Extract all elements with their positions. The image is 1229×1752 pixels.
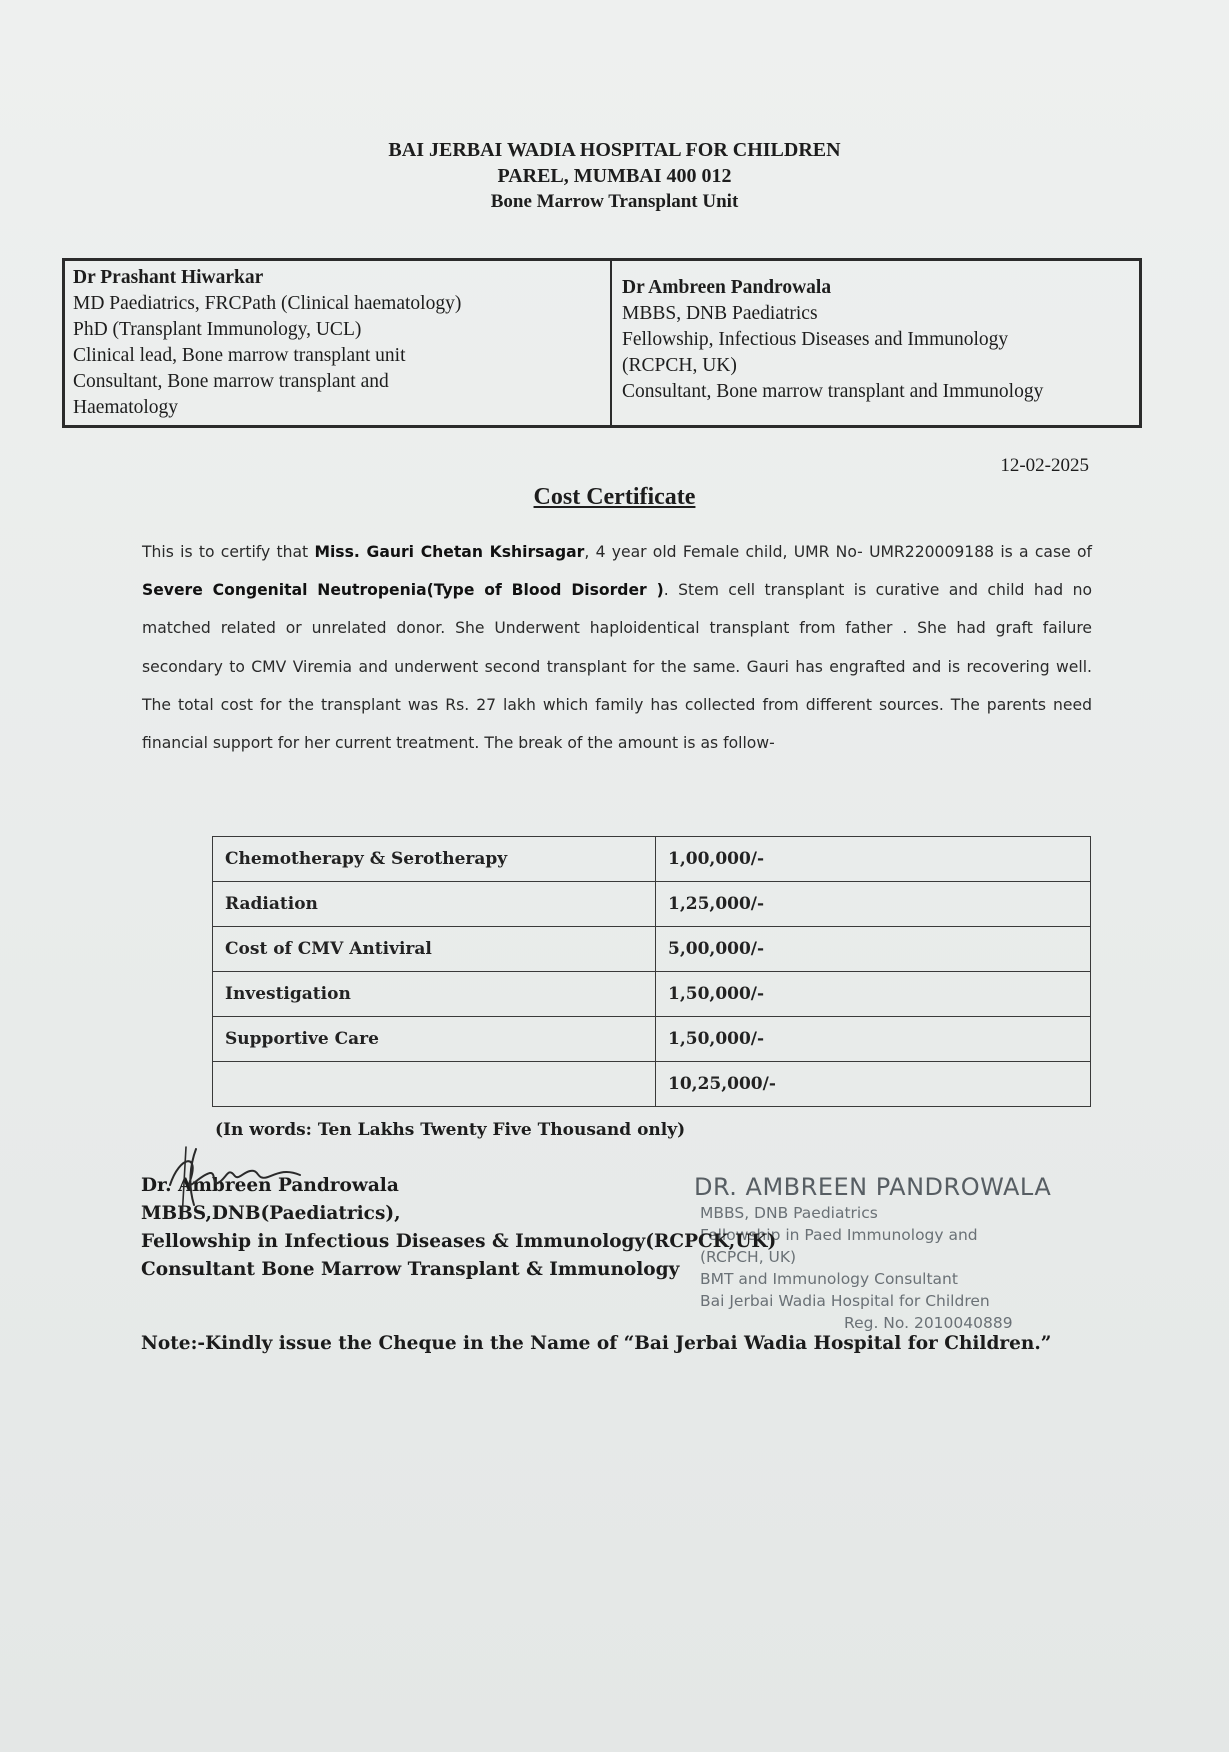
signatory-qualification: MBBS,DNB(Paediatrics), (141, 1203, 401, 1224)
stamp-line: Bai Jerbai Wadia Hospital for Children (700, 1292, 990, 1310)
certificate-date: 12-02-2025 (1000, 455, 1089, 476)
doctor-right-line: MBBS, DNB Paediatrics (622, 303, 818, 324)
cost-amount: 1,25,000/- (656, 882, 1091, 927)
certificate-body (142, 533, 1092, 762)
stamp-line: Fellowship in Paed Immunology and (700, 1226, 978, 1244)
doctor-right-line: (RCPCH, UK) (622, 355, 737, 376)
stamp-line: (RCPCH, UK) (700, 1248, 797, 1266)
table-row (213, 1017, 1091, 1062)
table-row-total (213, 1062, 1091, 1107)
cheque-note: Note:-Kindly issue the Cheque in the Name of “Bai Jerbai Wadia Hospital for Children.” (141, 1333, 1052, 1354)
cost-amount: 1,50,000/- (656, 972, 1091, 1017)
doctor-right (612, 261, 1139, 425)
body-text-part: . Stem cell transplant is curative and child had no matched related or unrelated donor. She Underwent haploidentical transplant from father . She had graft failure secondary to CMV Viremia and underwent second transplant for the same. Gauri has engrafted and is recovering well. The total cost for the transplant was Rs. 27 lakh which family has collected from different sources. The parents need financial support for her current treatment. The break of the amount is as follow- (142, 581, 1092, 753)
doctor-left-name: Dr Prashant Hiwarkar (73, 267, 264, 288)
amount-in-words: (In words: Ten Lakhs Twenty Five Thousand only) (215, 1120, 686, 1140)
doctor-right-line: Consultant, Bone marrow transplant and Immunology (622, 381, 1044, 402)
cost-item (213, 1062, 656, 1107)
doctor-right-name: Dr Ambreen Pandrowala (622, 277, 832, 298)
signatory-fellowship: Fellowship in Infectious Diseases & Immunology(RCPCK,UK) (141, 1231, 777, 1252)
stamp-line: MBBS, DNB Paediatrics (700, 1204, 878, 1222)
doctor-left-line: Clinical lead, Bone marrow transplant unit (73, 345, 406, 366)
certificate-title: Cost Certificate (533, 484, 696, 510)
doctor-right-line: Fellowship, Infectious Diseases and Immunology (622, 329, 1009, 350)
cost-item: Cost of CMV Antiviral (213, 927, 656, 972)
cost-total-amount: 10,25,000/- (656, 1062, 1091, 1107)
signatory-role: Consultant Bone Marrow Transplant & Immunology (141, 1259, 680, 1280)
cost-table (212, 836, 1091, 1107)
stamp-name: DR. AMBREEN PANDROWALA (694, 1173, 1052, 1201)
table-row (213, 837, 1091, 882)
cost-amount: 5,00,000/- (656, 927, 1091, 972)
doctor-left-line: MD Paediatrics, FRCPath (Clinical haematology) (73, 293, 462, 314)
cost-item: Radiation (213, 882, 656, 927)
unit-name: Bone Marrow Transplant Unit (490, 191, 739, 212)
handwritten-signature (160, 1145, 350, 1225)
hospital-address: PAREL, MUMBAI 400 012 (497, 165, 732, 187)
patient-name: Miss. Gauri Chetan Kshirsagar (314, 543, 585, 561)
table-row (213, 972, 1091, 1017)
table-row (213, 927, 1091, 972)
doctor-left (65, 261, 612, 425)
doctor-left-line: Consultant, Bone marrow transplant and (73, 371, 389, 392)
hospital-name: BAI JERBAI WADIA HOSPITAL FOR CHILDREN (388, 139, 841, 161)
body-text-part: , 4 year old Female child, UMR No- UMR220009188 is a case of (584, 543, 1092, 561)
cost-amount: 1,00,000/- (656, 837, 1091, 882)
doctor-left-line: Haematology (73, 397, 179, 418)
table-row (213, 882, 1091, 927)
cost-item: Investigation (213, 972, 656, 1017)
cost-amount: 1,50,000/- (656, 1017, 1091, 1062)
stamp-line: BMT and Immunology Consultant (700, 1270, 958, 1288)
diagnosis: Severe Congenital Neutropenia(Type of Blood Disorder ) (142, 581, 664, 600)
cost-item: Chemotherapy & Serotherapy (213, 837, 656, 882)
cost-item: Supportive Care (213, 1017, 656, 1062)
letterhead (0, 137, 1229, 215)
signatory-name: Dr. Ambreen Pandrowala (141, 1175, 399, 1196)
stamp-line: Reg. No. 2010040889 (844, 1314, 1013, 1332)
doctor-left-line: PhD (Transplant Immunology, UCL) (73, 319, 362, 340)
body-text-part: This is to certify that (142, 543, 315, 561)
doctors-box (62, 258, 1142, 428)
